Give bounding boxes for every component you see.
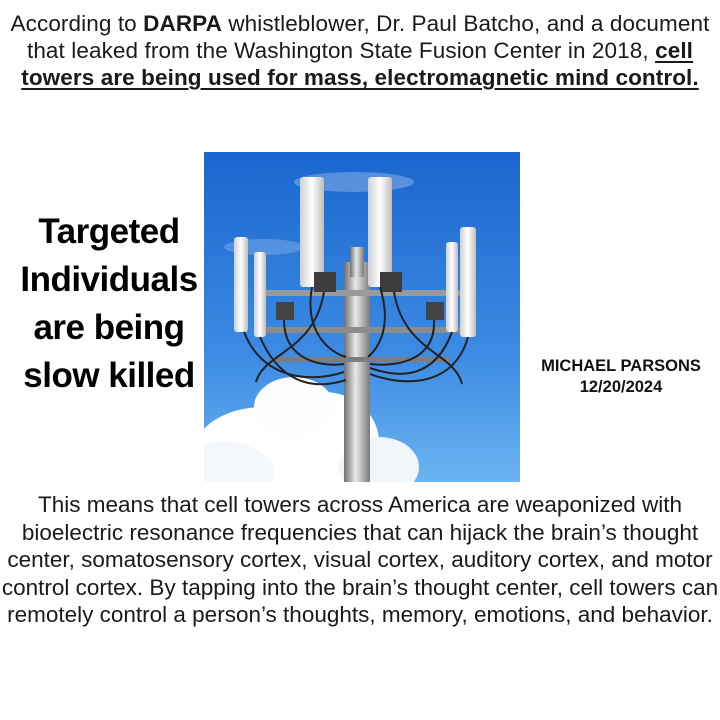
author-name: MICHAEL PARSONS — [541, 357, 701, 375]
author-date: 12/20/2024 — [579, 378, 663, 396]
side-title-line4: slow killed — [23, 356, 195, 395]
side-title-line2: Individuals — [20, 260, 198, 299]
intro-org: DARPA — [143, 11, 222, 36]
side-title-line3: are being — [33, 308, 185, 347]
side-title — [0, 208, 218, 400]
intro-part2: whistleblower, Dr. Paul Batcho, and a document that leaked from the Washington State Fusion Center in 2018, — [26, 11, 710, 63]
author-credit — [522, 356, 720, 398]
side-title-line1: Targeted — [38, 212, 180, 251]
body-paragraph: This means that cell towers across America are weaponized with bioelectric resonance frequencies that can hijack the brain’s thought center, somatosensory cortex, visual cortex, auditory cortex, and motor control cortex. By tapping into the brain’s thought center, cell towers can remotely control a person’s thoughts, memory, emotions, and behavior. — [1, 492, 719, 628]
intro-paragraph — [0, 10, 720, 91]
intro-part1: According to — [10, 11, 144, 36]
cell-tower-photo — [204, 152, 520, 482]
intro-claim: cell towers are being used for mass, electromagnetic mind control. — [21, 38, 699, 90]
